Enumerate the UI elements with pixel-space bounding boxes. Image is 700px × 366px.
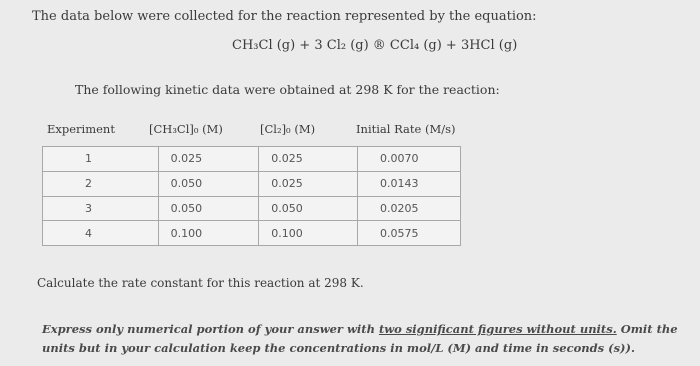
table-row bbox=[43, 196, 461, 221]
rate-cell: 0.0070 bbox=[357, 147, 460, 172]
rate-cell: 0.0205 bbox=[357, 196, 460, 221]
header-experiment: Experiment bbox=[47, 122, 115, 136]
header-initial-rate: Initial Rate (M/s) bbox=[356, 122, 456, 136]
table-header-row bbox=[47, 122, 470, 140]
experiment-cell: 3 bbox=[43, 196, 159, 221]
table-row bbox=[43, 147, 461, 172]
rate-cell: 0.0575 bbox=[357, 221, 460, 246]
table-row bbox=[43, 221, 461, 246]
reaction-equation: CH₃Cl (g) + 3 Cl₂ (g) ® CCl₄ (g) + 3HCl (g) bbox=[232, 38, 518, 53]
intro-text: The data below were collected for the reaction represented by the equation: bbox=[32, 9, 537, 24]
header-ch3cl-concentration: [CH₃Cl]₀ (M) bbox=[149, 122, 223, 136]
rate-cell: 0.0143 bbox=[357, 171, 460, 196]
instruction-part-1: Express only numerical portion of your answer with bbox=[42, 322, 379, 336]
cl2-cell: 0.025 bbox=[259, 171, 358, 196]
ch3cl-cell: 0.025 bbox=[158, 147, 259, 172]
table-row bbox=[43, 171, 461, 196]
header-cl2-concentration: [Cl₂]₀ (M) bbox=[260, 122, 316, 136]
experiment-cell: 2 bbox=[43, 171, 159, 196]
instruction-underlined: two significant figures without units. bbox=[378, 322, 617, 336]
cl2-cell: 0.050 bbox=[259, 196, 358, 221]
cl2-cell: 0.025 bbox=[259, 147, 358, 172]
ch3cl-cell: 0.050 bbox=[158, 171, 259, 196]
cl2-cell: 0.100 bbox=[259, 221, 358, 246]
experiment-cell: 4 bbox=[43, 221, 159, 246]
kinetic-data-note: The following kinetic data were obtained at 298 K for the reaction: bbox=[75, 82, 500, 97]
answer-instruction bbox=[42, 320, 682, 358]
question-text: Calculate the rate constant for this reaction at 298 K. bbox=[37, 276, 364, 290]
ch3cl-cell: 0.050 bbox=[158, 196, 259, 221]
kinetic-data-table bbox=[42, 146, 461, 246]
instruction-part-2: Omit the units but in your calculation keep the concentrations in mol/L (M) and time in seconds (s)). bbox=[42, 322, 678, 355]
experiment-cell: 1 bbox=[43, 147, 159, 172]
ch3cl-cell: 0.100 bbox=[158, 221, 259, 246]
